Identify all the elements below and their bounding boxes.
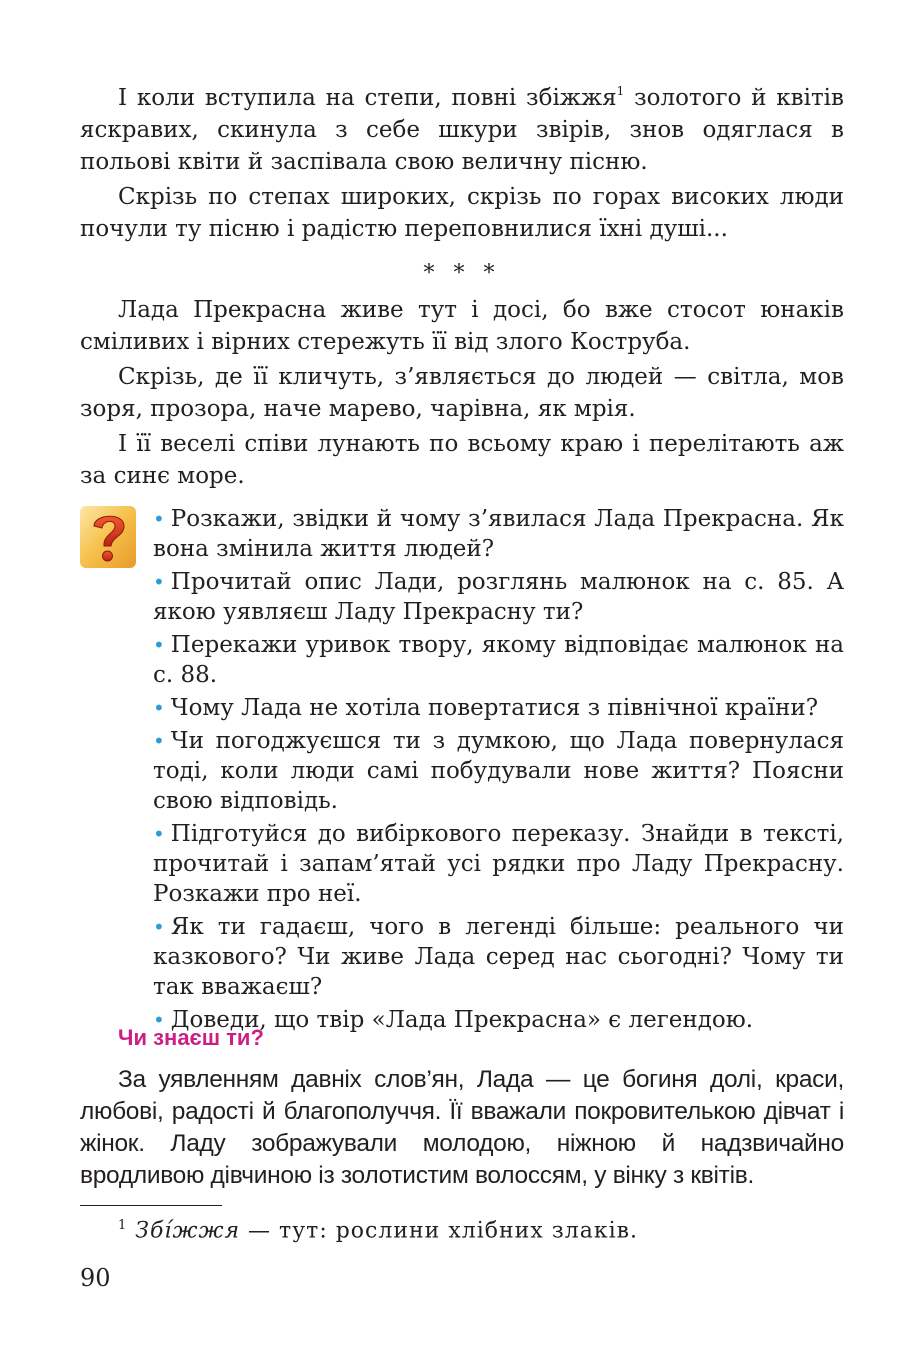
footnote-divider <box>80 1205 222 1206</box>
page-number: 90 <box>80 1264 111 1292</box>
list-item: • Чому Лада не хотіла повертатися з північної країни? <box>153 695 819 721</box>
story-paragraph: Скрізь, де її кличуть, з’являється до людей — світла, мов зоря, прозора, наче марево, чарівна, як мрія. <box>80 364 844 422</box>
footnote-term: Збі́жжя <box>135 1218 241 1244</box>
list-item: • Як ти гадаєш, чого в легенді більше: реального чи казкового? Чи живе Лада серед нас сьогодні? Чому ти так вважаєш? <box>153 914 844 1000</box>
bullet-icon: • <box>153 570 165 594</box>
story-continuation <box>80 82 844 245</box>
question-list <box>153 504 844 1038</box>
did-you-know-text: За уявленням давніх слов’ян, Лада — це богиня долі, краси, любові, радості й благополуччя. Її вважали покровителькою дівчат і жінок. Ладу зображували молодою, ніжною й надзвичайно вродливою дівчиною із золотистим волоссям, у вінку з квітів. <box>80 1066 844 1189</box>
story-paragraph: Скрізь по степах широких, скрізь по горах високих люди почули ту пісню і радістю переповнилися їхні душі... <box>80 184 844 242</box>
footnote <box>118 1211 638 1246</box>
story-paragraph: І її веселі співи лунають по всьому краю і перелітають аж за синє море. <box>80 431 844 489</box>
list-item: • Розкажи, звідки й чому з’явилася Лада Прекрасна. Як вона змінила життя людей? <box>153 506 844 562</box>
did-you-know-heading: Чи знаєш ти? <box>118 1025 264 1050</box>
list-item: • Доведи, що твір «Лада Прекрасна» є легендою. <box>153 1007 754 1033</box>
list-item: • Чи погоджуєшся ти з думкою, що Лада повернулася тоді, коли люди самі побудували нове життя? Поясни свою відповідь. <box>153 728 844 814</box>
footnote-number: 1 <box>118 1218 128 1233</box>
bullet-icon: • <box>153 915 165 939</box>
list-item: • Підготуйся до вибіркового переказу. Знайди в тексті, прочитай і запам’ятай усі рядки про Ладу Прекрасну. Розкажи про неї. <box>153 821 844 907</box>
bullet-icon: • <box>153 1008 165 1032</box>
bullet-icon: • <box>153 729 165 753</box>
footnote-marker[interactable]: 1 <box>616 84 625 98</box>
footnote-definition: — тут: рослини хлібних злаків. <box>240 1218 638 1244</box>
list-item: • Прочитай опис Лади, розглянь малюнок на с. 85. А якою уявляєш Ладу Прекрасну ти? <box>153 569 844 625</box>
story-paragraph: І коли вступила на степи, повні збіжжя$^1$ золотого й квітів яскравих, скинула з себе шкури звірів, знов одяглася в польові квіти й заспівала свою величну пісню. <box>80 84 844 175</box>
section-separator: * * * <box>423 261 501 286</box>
story-ending <box>80 294 844 492</box>
bullet-icon: • <box>153 633 165 657</box>
bullet-icon: • <box>153 822 165 846</box>
story-paragraph: Лада Прекрасна живе тут і досі, бо вже стосот юнаків сміливих і вірних стережуть її від злого Коструба. <box>80 297 844 355</box>
list-item: • Перекажи уривок твору, якому відповідає малюнок на с. 88. <box>153 632 844 688</box>
bullet-icon: • <box>153 696 165 720</box>
bullet-icon: • <box>153 507 165 531</box>
question-mark-icon <box>80 506 136 568</box>
